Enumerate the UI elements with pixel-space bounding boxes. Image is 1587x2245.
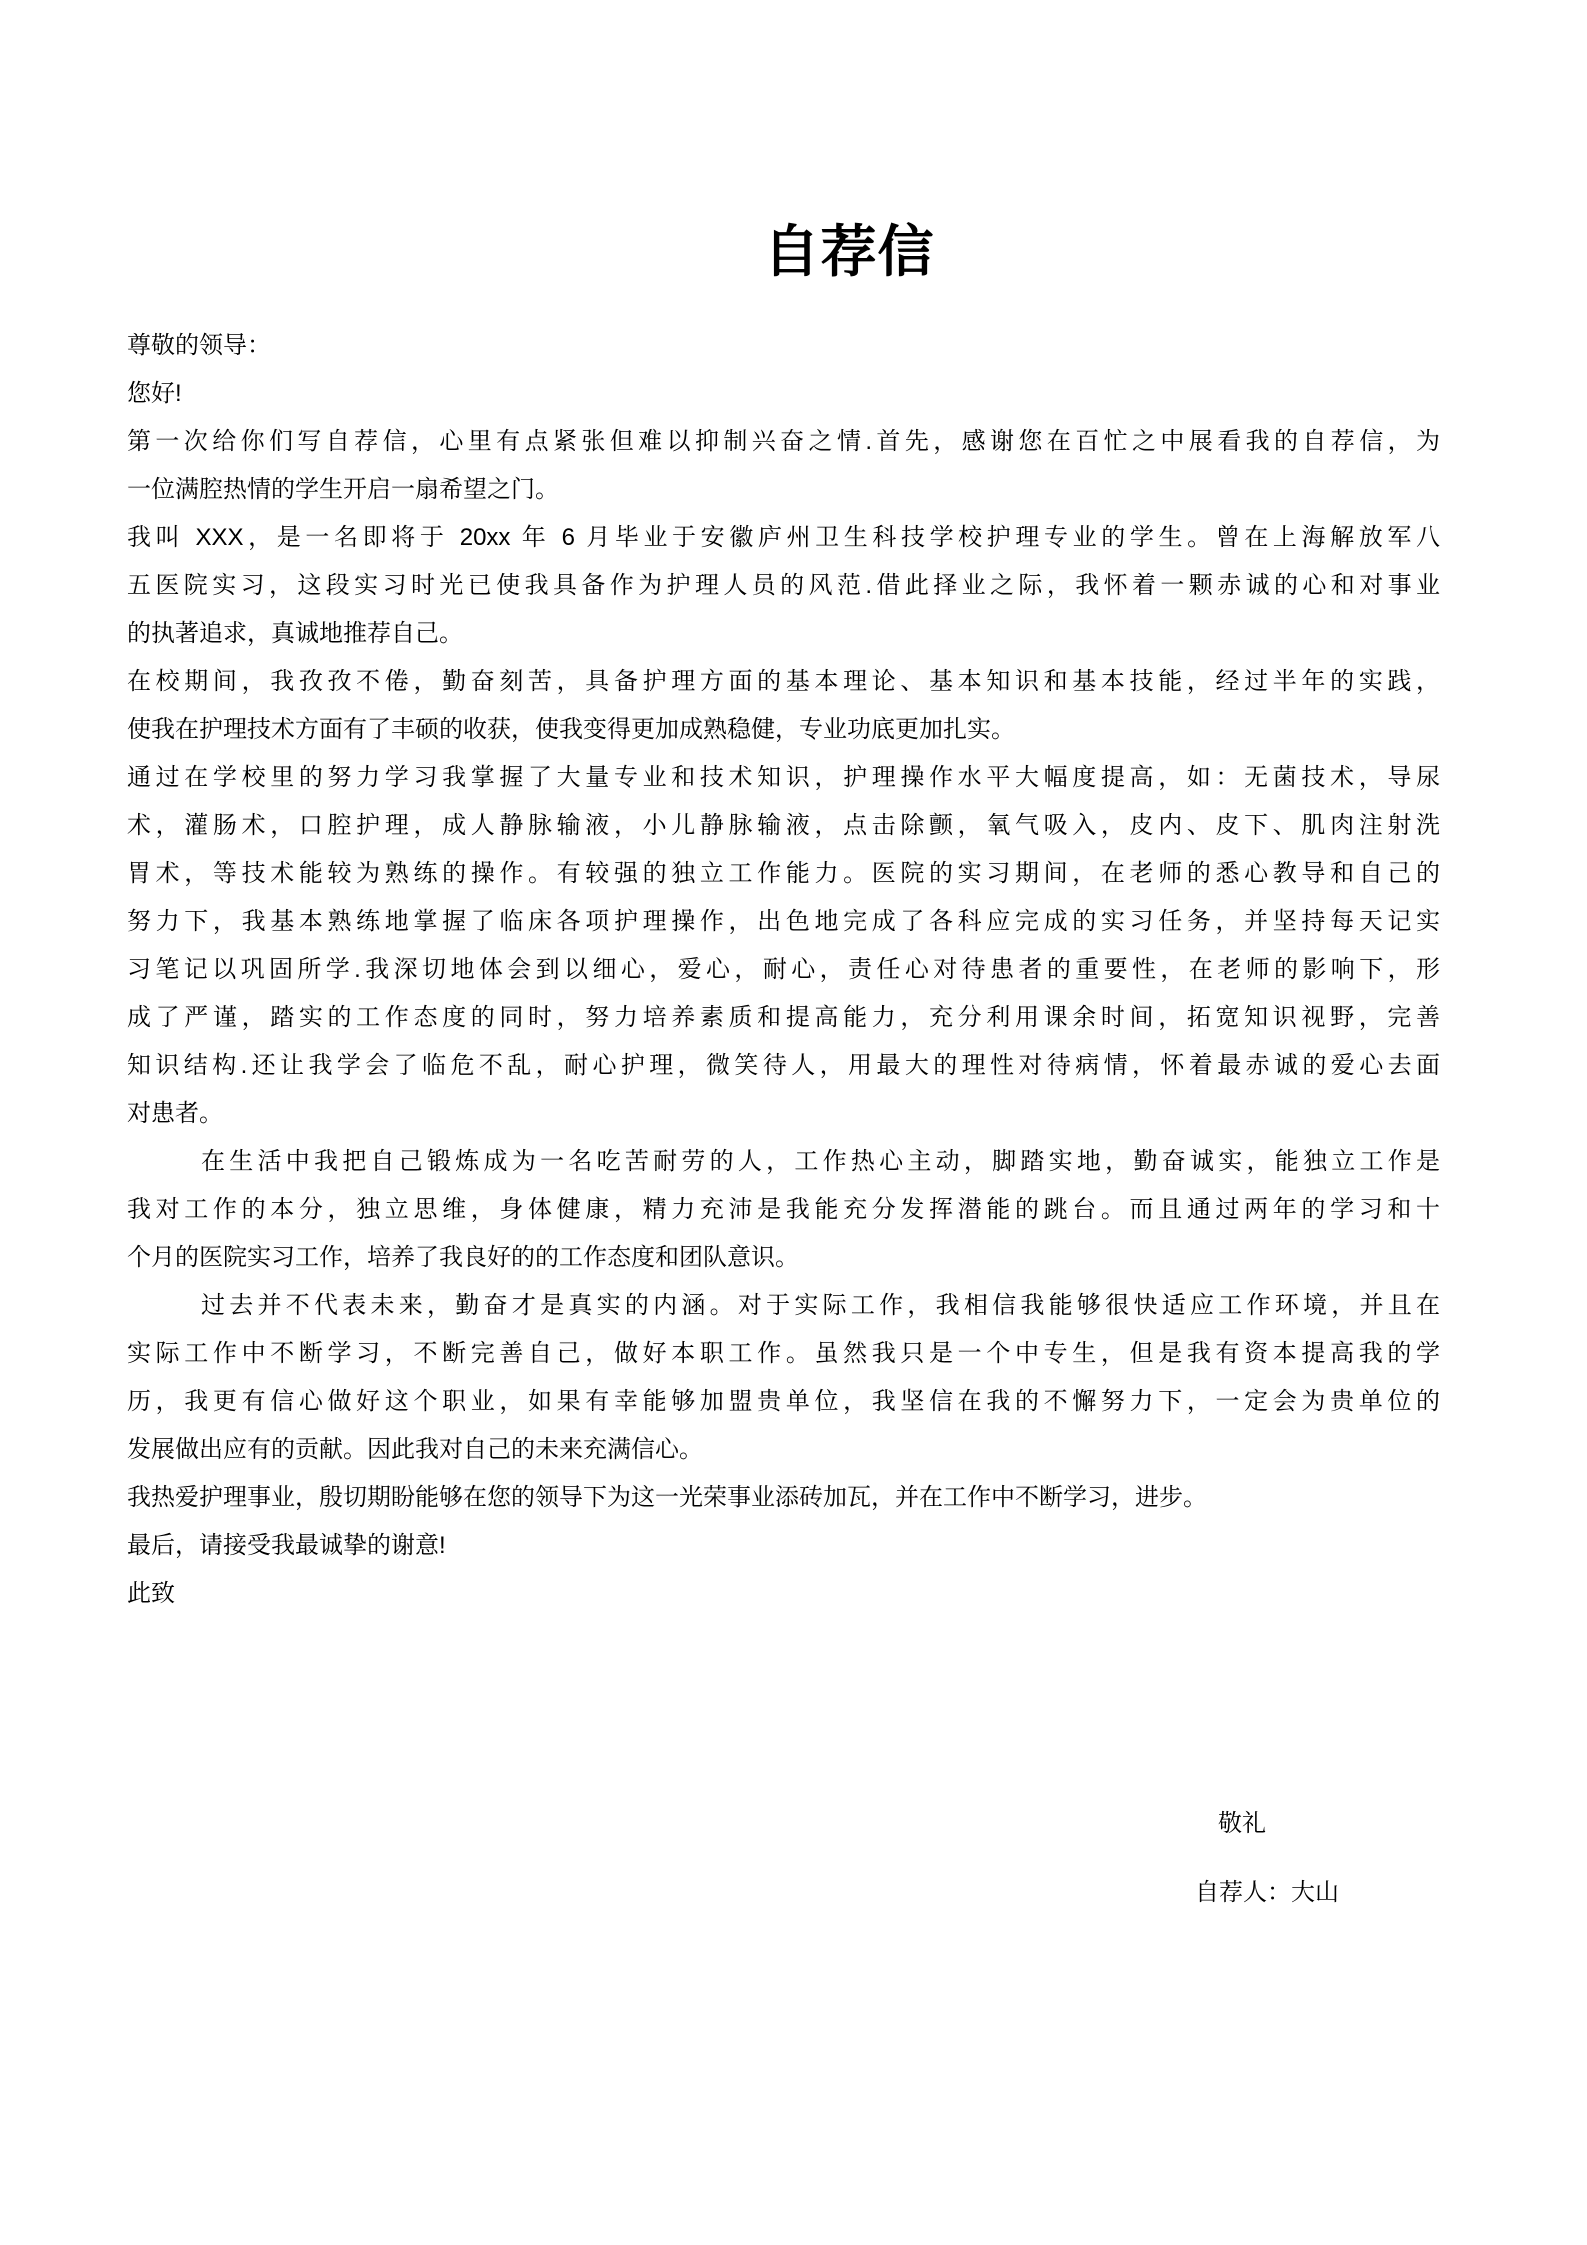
letter-line: 第一次给你们写自荐信，心里有点紧张但难以抑制兴奋之情.首先，感谢您在百忙之中展看我的自荐信，为 <box>127 428 1440 455</box>
paragraph <box>127 514 1440 658</box>
letter-line: 努力下，我基本熟练地掌握了临床各项护理操作，出色地完成了各科应完成的实习任务，并坚持每天记实 <box>127 908 1440 935</box>
page-title: 自荐信 <box>763 220 935 283</box>
letter-line: 尊敬的领导： <box>127 332 271 359</box>
letter-line: 胃术，等技术能较为熟练的操作。有较强的独立工作能力。医院的实习期间，在老师的悉心教导和自己的 <box>127 860 1440 887</box>
letter-line: 最后，请接受我最诚挚的谢意! <box>127 1532 446 1559</box>
letter-line: 对患者。 <box>127 1100 223 1127</box>
letter-line: 通过在学校里的努力学习我掌握了大量专业和技术知识，护理操作水平大幅度提高，如：无菌技术，导尿 <box>127 764 1440 791</box>
letter-line: 使我在护理技术方面有了丰硕的收获，使我变得更加成熟稳健，专业功底更加扎实。 <box>127 716 1015 743</box>
paragraph <box>127 754 1440 1138</box>
paragraph <box>127 418 1440 514</box>
closing-salute: 敬礼 <box>1218 1810 1266 1837</box>
letter-line: 实际工作中不断学习，不断完善自己，做好本职工作。虽然我只是一个中专生，但是我有资本提高我的学 <box>127 1340 1440 1367</box>
letter-line: 我对工作的本分，独立思维，身体健康，精力充沛是我能充分发挥潜能的跳台。而且通过两年的学习和十 <box>127 1196 1440 1223</box>
letter-line: 我叫 XXX，是一名即将于 20xx 年 6 月毕业于安徽庐州卫生科技学校护理专业的学生。曾在上海解放军八 <box>127 524 1440 551</box>
letter-line: 我热爱护理事业，殷切期盼能够在您的领导下为这一光荣事业添砖加瓦，并在工作中不断学习，进步。 <box>127 1484 1207 1511</box>
letter-line: 的执著追求，真诚地推荐自己。 <box>127 620 463 647</box>
letter-line: 五医院实习，这段实习时光已使我具备作为护理人员的风范.借此择业之际，我怀着一颗赤诚的心和对事业 <box>127 572 1440 599</box>
paragraph <box>127 658 1440 754</box>
paragraph <box>127 1138 1440 1282</box>
letter-line: 成了严谨，踏实的工作态度的同时，努力培养素质和提高能力，充分利用课余时间，拓宽知识视野，完善 <box>127 1004 1440 1031</box>
letter-line: 术，灌肠术，口腔护理，成人静脉输液，小儿静脉输液，点击除颤，氧气吸入，皮内、皮下、肌肉注射洗 <box>127 812 1440 839</box>
letter-line: 知识结构.还让我学会了临危不乱，耐心护理，微笑待人，用最大的理性对待病情，怀着最赤诚的爱心去面 <box>127 1052 1440 1079</box>
letter-line: 历，我更有信心做好这个职业，如果有幸能够加盟贵单位，我坚信在我的不懈努力下，一定会为贵单位的 <box>127 1388 1440 1415</box>
letter-line: 个月的医院实习工作，培养了我良好的的工作态度和团队意识。 <box>127 1244 799 1271</box>
greeting <box>127 370 1440 418</box>
signature: 自荐人：大山 <box>1195 1879 1339 1906</box>
paragraph <box>127 1474 1440 1522</box>
valediction <box>127 1570 1440 1618</box>
letter-line: 此致 <box>127 1580 175 1607</box>
letter-line: 过去并不代表未来，勤奋才是真实的内涵。对于实际工作，我相信我能够很快适应工作环境，并且在 <box>201 1292 1440 1319</box>
salutation <box>127 322 1440 370</box>
letter-body <box>127 322 1440 1618</box>
paragraph <box>127 1282 1440 1474</box>
letter-line: 习笔记以巩固所学.我深切地体会到以细心，爱心，耐心，责任心对待患者的重要性，在老师的影响下，形 <box>127 956 1440 983</box>
letter-line: 一位满腔热情的学生开启一扇希望之门。 <box>127 476 559 503</box>
paragraph <box>127 1522 1440 1570</box>
letter-line: 在生活中我把自己锻炼成为一名吃苦耐劳的人，工作热心主动，脚踏实地，勤奋诚实，能独立工作是 <box>201 1148 1440 1175</box>
letter-line: 在校期间，我孜孜不倦，勤奋刻苦，具备护理方面的基本理论、基本知识和基本技能，经过半年的实践， <box>127 668 1440 695</box>
letter-line: 发展做出应有的贡献。因此我对自己的未来充满信心。 <box>127 1436 703 1463</box>
letter-line: 您好! <box>127 380 182 407</box>
